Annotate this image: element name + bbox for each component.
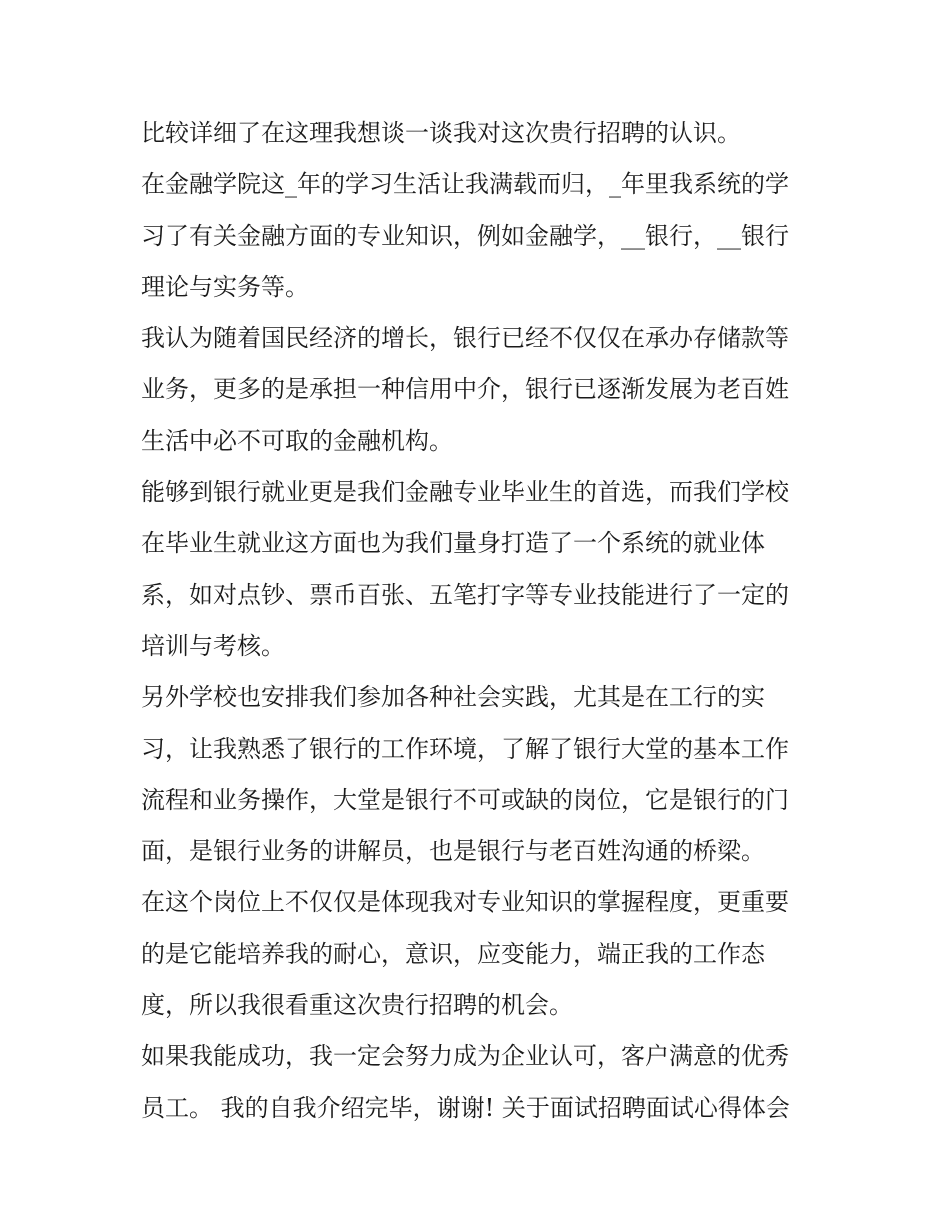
text-line: 在毕业生就业这方面也为我们量身打造了一个系统的就业体 — [141, 529, 765, 558]
text-line: 如果我能成功，我一定会努力成为企业认可，客户满意的优秀 — [141, 1042, 789, 1071]
text-line: 流程和业务操作，大堂是银行不可或缺的岗位，它是银行的门 — [141, 785, 789, 814]
document-body — [141, 108, 821, 1134]
text-line: 我认为随着国民经济的增长，银行已经不仅仅在承办存储款等 — [141, 324, 789, 353]
text-line: 在金融学院这_年的学习生活让我满载而归，_年里我系统的学 — [141, 170, 789, 199]
text-line: 业务，更多的是承担一种信用中介，银行已逐渐发展为老百姓 — [141, 375, 789, 404]
text-line: 培训与考核。 — [141, 631, 285, 660]
text-line: 理论与实务等。 — [141, 272, 309, 301]
text-line: 员工。 我的自我介绍完毕，谢谢! 关于面试招聘面试心得体会 — [141, 1093, 790, 1122]
text-line: 能够到银行就业更是我们金融专业毕业生的首选，而我们学校 — [141, 478, 789, 507]
text-line: 系，如对点钞、票币百张、五笔打字等专业技能进行了一定的 — [141, 580, 789, 609]
text-line: 生活中必不可取的金融机构。 — [141, 426, 453, 455]
text-line: 面，是银行业务的讲解员，也是银行与老百姓沟通的桥梁。 — [141, 837, 765, 866]
text-line: 习，让我熟悉了银行的工作环境，了解了银行大堂的基本工作 — [141, 734, 789, 763]
text-line: 习了有关金融方面的专业知识，例如金融学，__银行，__银行 — [141, 221, 789, 250]
text-line: 另外学校也安排我们参加各种社会实践，尤其是在工行的实 — [141, 683, 765, 712]
text-line: 度，所以我很看重这次贵行招聘的机会。 — [141, 991, 573, 1020]
text-line: 的是它能培养我的耐心，意识，应变能力，端正我的工作态 — [141, 939, 765, 968]
text-line: 比较详细了在这理我想谈一谈我对这次贵行招聘的认识。 — [141, 119, 741, 147]
text-line: 在这个岗位上不仅仅是体现我对专业知识的掌握程度，更重要 — [141, 888, 789, 917]
